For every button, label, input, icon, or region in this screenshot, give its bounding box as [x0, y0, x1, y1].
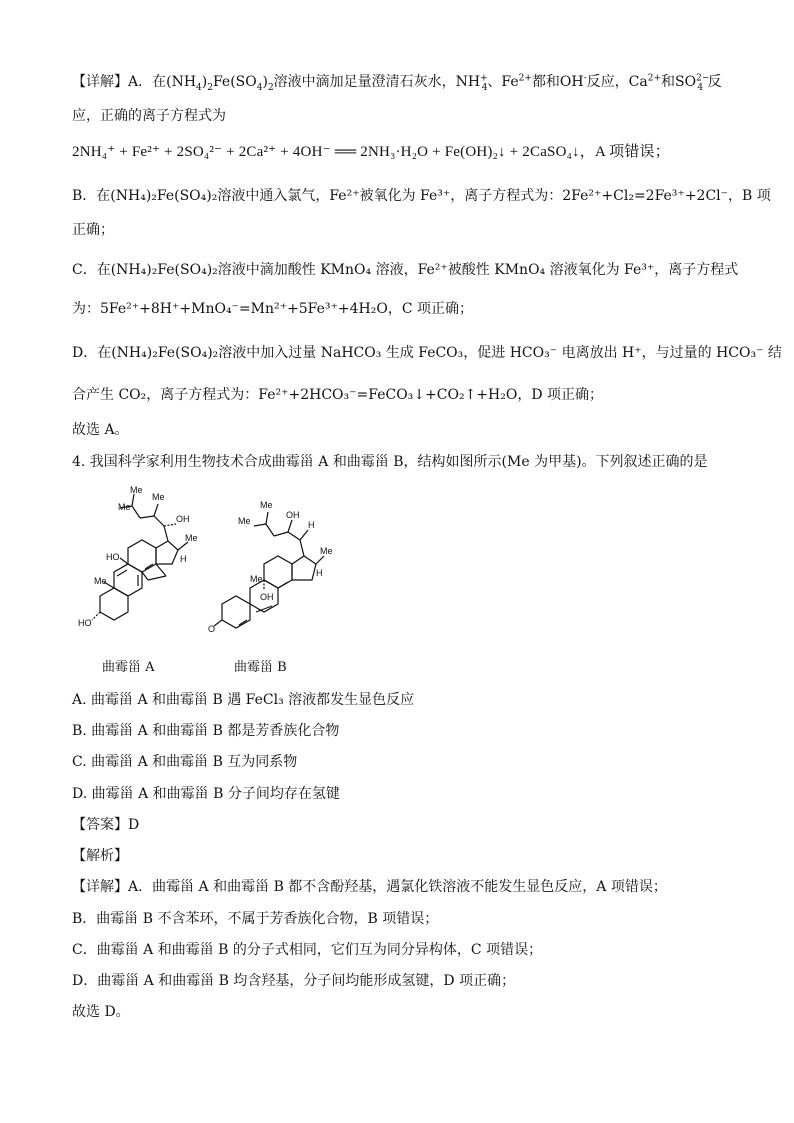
svg-text:Me: Me — [185, 533, 198, 543]
svg-text:HO: HO — [78, 618, 92, 628]
option-a: A. 曲霉甾 A 和曲霉甾 B 遇 FeCl₃ 溶液都发生显色反应 — [72, 692, 415, 708]
detail-b-line2: 正确； — [72, 222, 114, 238]
question-4-stem: 4. 我国科学家利用生物技术合成曲霉甾 A 和曲霉甾 B，结构如图所示(Me 为甲基)。下列叙述正确的是 — [72, 454, 708, 470]
molecule-a-structure — [72, 486, 212, 646]
answer-label: 【答案】D — [72, 817, 140, 833]
final-answer: 故选 D。 — [72, 1004, 130, 1020]
detail-d-line1: D．在(NH₄)₂Fe(SO₄)₂溶液中加入过量 NaHCO₃ 生成 FeCO₃，促进 HCO₃⁻ 电离放出 H⁺，与过量的 HCO₃⁻ 结 — [72, 345, 782, 361]
explanation-b: B．曲霉甾 B 不含苯环，不属于芳香族化合物，B 项错误； — [72, 911, 439, 927]
svg-text:Me: Me — [250, 574, 263, 584]
svg-text:Me: Me — [130, 486, 143, 495]
answer-choice-3: 故选 A。 — [72, 422, 129, 438]
svg-text:OH: OH — [286, 510, 300, 520]
analysis-label: 【解析】 — [72, 848, 128, 864]
svg-text:H: H — [180, 554, 187, 564]
svg-text:OH: OH — [260, 592, 274, 602]
svg-text:OH: OH — [176, 514, 190, 524]
caption-molecule-b: 曲霉甾 B — [234, 660, 287, 675]
svg-text:Me: Me — [260, 500, 273, 510]
explanation-a: 【详解】A．曲霉甾 A 和曲霉甾 B 都不含酚羟基，遇氯化铁溶液不能发生显色反应，A 项错误； — [72, 879, 667, 895]
option-c: C. 曲霉甾 A 和曲霉甾 B 互为同系物 — [72, 754, 298, 770]
detail-a-line2: 应，正确的离子方程式为 — [72, 108, 226, 124]
svg-text:Me: Me — [152, 492, 165, 502]
caption-molecule-a: 曲霉甾 A — [102, 660, 155, 675]
detail-c-line2: 为：5Fe²⁺+8H⁺+MnO₄⁻=Mn²⁺+5Fe³⁺+4H₂O，C 项正确； — [72, 301, 473, 317]
explanation-d: D．曲霉甾 A 和曲霉甾 B 均含羟基，分子间均能形成氢键，D 项正确； — [72, 973, 516, 989]
option-b: B. 曲霉甾 A 和曲霉甾 B 都是芳香族化合物 — [72, 723, 340, 739]
svg-text:Me: Me — [320, 546, 333, 556]
molecule-b-structure — [208, 494, 338, 644]
svg-text:Me: Me — [238, 516, 251, 526]
detail-a-line1: 【详解】A．在$(NH_4)_2Fe(SO_4)_2$溶液中滴加足量澄清石灰水，$NH^+_4$、$Fe^{2+}$都和OH-反应，$Ca^{2+}$和$SO^{2-}_4$ 反 — [72, 73, 722, 93]
detail-d-line2: 合产生 CO₂，离子方程式为：Fe²⁺+2HCO₃⁻=FeCO₃↓+CO₂↑+H₂O，D 项正确； — [72, 387, 603, 403]
svg-text:Me: Me — [94, 576, 107, 586]
svg-text:HO: HO — [106, 552, 120, 562]
svg-text:H: H — [308, 520, 315, 530]
svg-text:H: H — [316, 568, 323, 578]
mol-a-me-label: Me — [118, 502, 131, 512]
detail-c-line1: C．在(NH₄)₂Fe(SO₄)₂溶液中滴加酸性 KMnO₄ 溶液，Fe²⁺被酸性 KMnO₄ 溶液氧化为 Fe³⁺，离子方程式 — [72, 262, 739, 278]
detail-b-line1: B．在(NH₄)₂Fe(SO₄)₂溶液中通入氯气，Fe²⁺被氧化为 Fe³⁺，离子方程式为：2Fe²⁺+Cl₂=2Fe³⁺+2Cl⁻，B 项 — [72, 188, 771, 204]
option-d: D. 曲霉甾 A 和曲霉甾 B 分子间均存在氢键 — [72, 786, 340, 802]
svg-text:O: O — [208, 624, 216, 634]
detail-a-equation: 2NH₄⁺ + Fe²⁺ + 2SO₄²⁻ + 2Ca²⁺ + 4OH⁻ ══ 2NH₃·H₂O + Fe(OH)₂↓ + 2CaSO₄↓，A 项错误； — [72, 144, 670, 160]
explanation-c: C．曲霉甾 A 和曲霉甾 B 的分子式相同，它们互为同分异构体，C 项错误； — [72, 942, 543, 958]
